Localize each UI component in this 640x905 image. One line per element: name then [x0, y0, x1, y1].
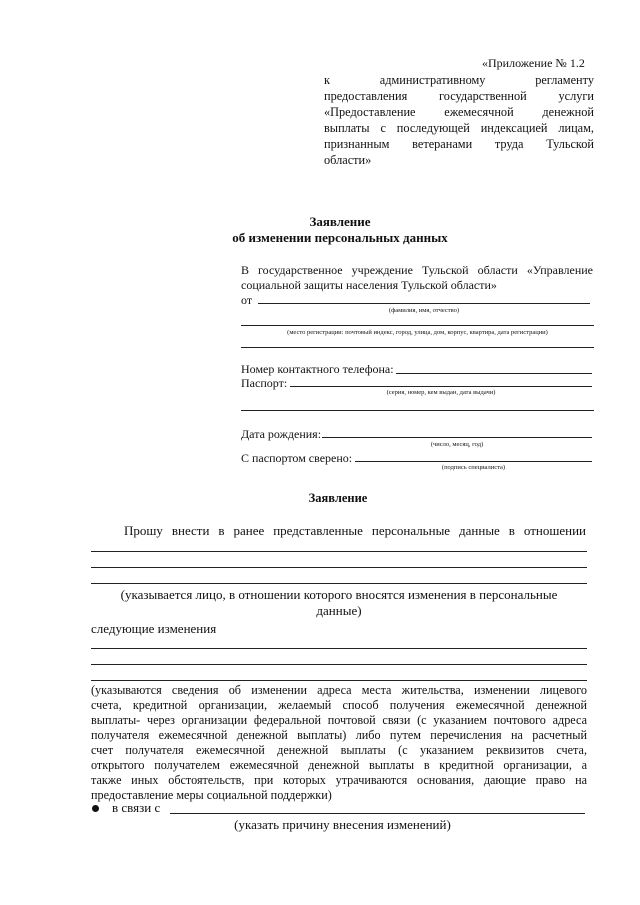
change-details-block [91, 683, 587, 803]
request-text: Прошу внести в ранее представленные персональные данные в отношении [124, 523, 586, 538]
appendix-line: «Предоставление ежемесячной денежной [324, 105, 594, 119]
details-line: открытого получателем ежемесячной денежной выплаты в кредитной организации, а [91, 758, 587, 772]
verified-caption: (подпись специалиста) [441, 464, 506, 471]
fio-field-line[interactable] [258, 303, 590, 304]
registration-field-line[interactable] [241, 325, 594, 326]
birth-date-caption: (число, месяц, год) [430, 441, 484, 448]
appendix-line: выплаты с последующей индексацией лицам, [324, 121, 594, 135]
birth-date-field-line[interactable] [322, 437, 592, 438]
details-line: предоставление меры социальной поддержки) [91, 788, 332, 802]
passport-label: Паспорт: [241, 376, 288, 390]
appendix-line: признанным ветеранами труда Тульской [324, 137, 594, 151]
details-line: выплаты- через организации федеральной почтовой связи (с указанием почтового адреса [91, 713, 587, 727]
from-label: от [241, 293, 253, 307]
details-line: счета, кредитной организации, желаемый способ получения ежемесячной денежной [91, 698, 587, 712]
changes-field-line-3[interactable] [91, 680, 587, 681]
appendix-title: «Приложение № 1.2 [482, 56, 585, 70]
appendix-block [324, 72, 594, 168]
body-title: Заявление [308, 491, 368, 505]
addressee-line2: социальной защиты населения Тульской области» [241, 278, 497, 292]
person-field-line-3[interactable] [91, 583, 587, 584]
reason-caption: (указать причину внесения изменений) [234, 817, 451, 832]
details-line: также иных обстоятельств, при которых утрачиваются основания, дающие право на [91, 773, 587, 787]
reason-field-line[interactable] [170, 813, 585, 814]
passport-field-line[interactable] [290, 386, 592, 387]
person-field-line-2[interactable] [91, 567, 587, 568]
details-line: получателя ежемесячной денежной выплаты) либо путем перечисления на расчетный [91, 728, 587, 742]
bullet-icon [92, 805, 99, 812]
heading-title: Заявление [309, 214, 371, 229]
addressee-line1: В государственное учреждение Тульской области «Управление [241, 263, 593, 277]
reason-label: в связи с [112, 800, 161, 815]
appendix-line: области» [324, 153, 372, 167]
fio-caption: (фамилия, имя, отчество) [388, 307, 460, 314]
passport-caption: (серия, номер, кем выдан, дата выдачи) [386, 389, 496, 396]
changes-field-line-1[interactable] [91, 648, 587, 649]
phone-label: Номер контактного телефона: [241, 362, 394, 376]
details-line: (указываются сведения об изменении адреса места жительства, изменении лицевого [91, 683, 587, 697]
person-field-line-1[interactable] [91, 551, 587, 552]
phone-field-line[interactable] [396, 373, 592, 374]
changes-label: следующие изменения [91, 621, 217, 636]
person-note-line1: (указывается лицо, в отношении которого вносятся изменения в персональные [120, 587, 558, 602]
heading-subtitle: об изменении персональных данных [232, 230, 448, 245]
registration-caption: (место регистрации: почтовый индекс, город, улица, дом, корпус, квартира, дата регистрации) [287, 329, 548, 336]
details-line: счет получателя ежемесячной денежной выплаты (с указанием реквизитов счета, [91, 743, 587, 757]
registration-field-line-2[interactable] [241, 347, 594, 348]
verified-signature-line[interactable] [355, 461, 592, 462]
appendix-line: предоставления государственной услуги [324, 89, 594, 103]
changes-field-line-2[interactable] [91, 664, 587, 665]
appendix-line: к административному регламенту [324, 73, 594, 87]
birth-date-label: Дата рождения: [241, 427, 322, 441]
person-note-line2: данные) [316, 603, 362, 618]
passport-field-line-2[interactable] [241, 410, 594, 411]
passport-verified-label: С паспортом сверено: [241, 451, 353, 465]
